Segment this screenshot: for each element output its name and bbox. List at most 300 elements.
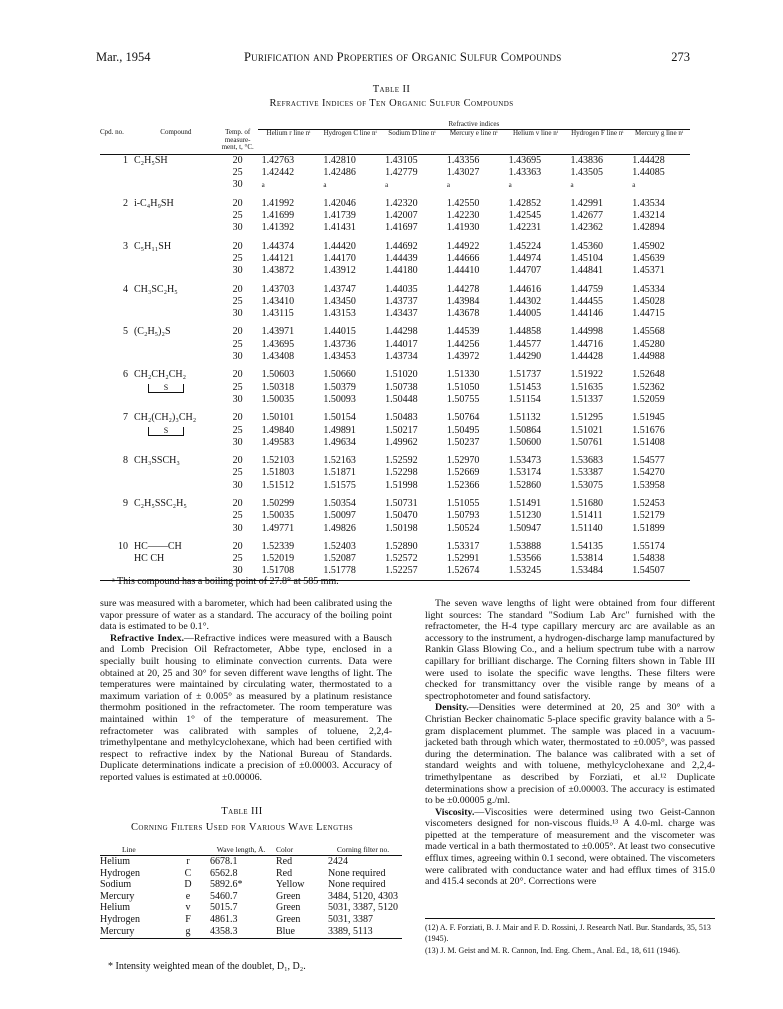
index-cell: 1.41431: [323, 222, 356, 234]
index-cell: 1.43437: [385, 308, 418, 320]
table-row: [100, 425, 690, 437]
index-cell: 1.41699: [261, 210, 295, 222]
index-cell: 1.45568: [632, 326, 665, 338]
index-cell: 1.44121: [261, 252, 295, 264]
index-cell: 1.42779: [385, 167, 418, 179]
temp-cell: 20: [232, 326, 243, 338]
line-name: Hydrogen: [100, 913, 140, 925]
index-cell: 1.41992: [261, 197, 295, 209]
index-cell: 1.52059: [632, 393, 665, 405]
index-cell: 1.49962: [385, 436, 418, 448]
index-cell: 1.44666: [446, 252, 480, 264]
index-cell: 1.53814: [570, 553, 603, 565]
index-cell: 1.44278: [446, 283, 480, 295]
index-cell: 1.53484: [570, 565, 603, 577]
compound-name: C₂H₅SH: [133, 154, 168, 166]
table-row: [100, 339, 690, 351]
index-cell: 1.52648: [632, 369, 665, 381]
index-cell: 1.49891: [323, 424, 356, 436]
index-cell: a: [323, 181, 327, 190]
index-cell: 1.50154: [323, 412, 356, 424]
compound-name: HC——CH: [133, 540, 182, 552]
index-cell: 1.44616: [508, 283, 542, 295]
index-cell: 1.50237: [446, 436, 480, 448]
table-row: [100, 879, 402, 891]
table-row: [100, 902, 402, 914]
temp-cell: 20: [232, 283, 243, 295]
index-cell: a: [385, 181, 389, 190]
table-row: [100, 210, 690, 222]
filter-no: 3484, 5120, 4303: [328, 890, 398, 902]
ring-sulfur: S: [148, 427, 184, 436]
index-cell: 1.42852: [508, 197, 542, 209]
viscosity-heading: Viscosity.: [435, 806, 475, 818]
index-cell: 1.43214: [632, 210, 665, 222]
index-cell: 1.53174: [508, 467, 542, 479]
index-cell: 1.50097: [323, 510, 356, 522]
table-row: [100, 253, 690, 265]
index-cell: 1.41930: [446, 222, 480, 234]
index-cell: a: [446, 181, 451, 190]
col-header-wave-1: Hydrogen C line nᵗ: [323, 128, 377, 137]
table-row: [100, 541, 690, 553]
table-row: [100, 167, 690, 179]
viscosity-text: —Viscosities were determined using two Geist-Cannon viscometers designed for non-viscous fluids.¹³ A 4.0-ml. charge was pipetted at the temperature of measurement and the viscometer was made vertical in a bath thermostated to ±0.005°. At least two consecutive efflux times, agreeing within 0.1 second, were obtained. The viscometers were calibrated with conductance water and had efflux times of 315.0 and 415.4 seconds at 20°. Corrections were: [425, 806, 715, 888]
temp-cell: 25: [232, 167, 243, 179]
line-name: Hydrogen: [100, 867, 140, 879]
refractive-indices-group-label: Refractive indices: [258, 121, 690, 129]
table-row: [100, 498, 690, 510]
line-name: Helium: [100, 856, 130, 867]
t3-header-wave: Wave length, Å.: [216, 845, 266, 854]
index-cell: 1.44302: [508, 295, 542, 307]
refractive-index-table: [100, 121, 690, 581]
index-cell: 1.42442: [261, 167, 295, 179]
index-cell: 1.52453: [632, 498, 665, 509]
index-cell: 1.52179: [632, 510, 665, 522]
compound-name: (C₂H₅)₂S: [133, 326, 171, 338]
t3-header-filter: Corning filter no.: [336, 845, 390, 854]
index-cell: 1.53317: [446, 540, 480, 552]
index-cell: 1.43678: [446, 308, 480, 320]
index-cell: 1.50603: [261, 369, 295, 381]
table-row: [100, 455, 690, 467]
index-cell: 1.43984: [446, 295, 480, 307]
index-cell: 1.49840: [261, 424, 295, 436]
index-cell: 1.42362: [570, 222, 603, 234]
left-column-text: [100, 598, 392, 784]
ring-sulfur: S: [148, 384, 184, 393]
index-cell: 1.51491: [508, 498, 542, 509]
index-cell: 1.51140: [570, 522, 603, 534]
index-cell: 1.44410: [446, 265, 480, 277]
reference-12: (12) A. F. Forziati, B. J. Mair and F. D. Rossini, J. Research Natl. Bur. Standards, 35, 513 (1945).: [425, 923, 711, 943]
filter-no: 5031, 3387: [328, 913, 373, 925]
index-cell: 1.50198: [385, 522, 418, 534]
index-cell: 1.51635: [570, 381, 603, 393]
index-cell: 1.50495: [446, 424, 480, 436]
index-cell: 1.51575: [323, 479, 356, 491]
index-cell: 1.42550: [446, 197, 480, 209]
index-cell: 1.50660: [323, 369, 356, 381]
index-cell: 1.44439: [385, 252, 418, 264]
index-cell: 1.43972: [446, 351, 480, 363]
index-cell: 1.50947: [508, 522, 542, 534]
col-header-wave-5: Hydrogen F line nᵗ: [571, 128, 624, 137]
compound-number: 6: [122, 369, 128, 381]
index-cell: 1.50524: [446, 522, 480, 534]
table-row: [100, 914, 402, 926]
index-cell: 1.45028: [632, 295, 665, 307]
index-cell: 1.51945: [632, 412, 665, 424]
index-cell: 1.54577: [632, 455, 665, 467]
index-cell: 1.44539: [446, 326, 480, 338]
table-row: [100, 198, 690, 210]
compound-number: 10: [117, 540, 128, 552]
index-cell: 1.50764: [446, 412, 480, 424]
index-cell: 1.43534: [632, 197, 665, 209]
table-row: [100, 437, 690, 449]
index-cell: 1.53683: [570, 455, 603, 467]
index-cell: 1.51020: [385, 369, 418, 381]
index-cell: 1.44858: [508, 326, 542, 338]
index-cell: 1.52572: [385, 553, 418, 565]
temp-cell: 25: [232, 467, 243, 479]
temp-cell: 30: [232, 308, 243, 320]
table-row: [100, 241, 690, 253]
index-cell: 1.51778: [323, 565, 356, 577]
index-cell: 1.43505: [570, 167, 603, 179]
index-cell: 1.53387: [570, 467, 603, 479]
page-number: 273: [671, 50, 690, 64]
index-cell: 1.50448: [385, 393, 418, 405]
index-cell: 1.52103: [261, 455, 295, 467]
index-cell: 1.44005: [508, 308, 542, 320]
index-cell: 1.53245: [508, 565, 542, 577]
line-symbol: r: [186, 856, 190, 867]
index-cell: 1.51132: [508, 412, 541, 424]
temp-cell: 25: [232, 510, 243, 522]
table-row: [100, 480, 690, 492]
index-cell: 1.44374: [261, 240, 295, 252]
index-cell: 1.50354: [323, 498, 356, 509]
index-cell: 1.43836: [570, 154, 603, 166]
col-header-wave-6: Mercury g line nᵗ: [635, 128, 684, 137]
index-cell: 1.44017: [385, 338, 418, 350]
index-cell: 1.43450: [323, 295, 356, 307]
index-cell: 1.50793: [446, 510, 480, 522]
index-cell: 1.42545: [508, 210, 542, 222]
index-cell: 1.41392: [261, 222, 295, 234]
wavelength: 6562.8: [210, 867, 238, 879]
col-header-compound: Compound: [160, 128, 192, 137]
index-cell: 1.44170: [323, 252, 356, 264]
light-sources-paragraph: The seven wave lengths of light were obtained from four different light sources: The standard "Sodium Lab Arc" furnished with the refractometer, the H-4 type capillary mercury arc are available as an accessory to the instrument, a hydrogen-discharge lamp manufactured by Rankin Glass Blowing Co., and a helium spectrum tube with a narrow capillary for brilliant discharge. The Corning filters shown in Table III were used to isolate the specific wave lengths. These filters were checked for transmittancy over the visible range by means of a spectrophotometer and found satisfactory.: [425, 598, 715, 702]
density-paragraph: [425, 702, 715, 806]
index-cell: 1.51337: [570, 393, 603, 405]
index-cell: 1.52860: [508, 479, 542, 491]
index-cell: 1.43453: [323, 351, 356, 363]
index-cell: 1.44428: [570, 351, 603, 363]
index-cell: 1.44922: [446, 240, 480, 252]
table-row: [100, 284, 690, 296]
table2-footnote: ᵃ This compound has a boiling point of 27.8° at 585 mm.: [112, 576, 339, 587]
temp-cell: 30: [232, 479, 243, 491]
index-cell: 1.51050: [446, 381, 480, 393]
index-cell: 1.49583: [261, 436, 295, 448]
col-header-wave-0: Helium r line nᵗ: [266, 128, 311, 137]
table3-label: Table III: [221, 806, 263, 817]
index-cell: 1.44716: [570, 338, 603, 350]
wavelength: 6678.1: [210, 856, 238, 867]
index-cell: 1.53888: [508, 540, 542, 552]
compound-number: 5: [122, 326, 128, 338]
compound-name: CH₃SC₂H₅: [133, 283, 178, 295]
index-cell: 1.49634: [323, 436, 356, 448]
compound-number: 7: [122, 412, 128, 424]
line-name: Mercury: [100, 890, 135, 902]
index-cell: 1.51737: [508, 369, 542, 381]
index-cell: 1.51998: [385, 479, 418, 491]
index-cell: 1.51899: [632, 522, 665, 534]
temp-cell: 25: [232, 210, 243, 222]
table-row: [100, 926, 402, 938]
index-cell: 1.51408: [632, 436, 665, 448]
temp-cell: 20: [232, 369, 243, 381]
line-symbol: D: [184, 879, 192, 891]
table-row: [100, 326, 690, 338]
temp-cell: 30: [232, 265, 243, 277]
index-cell: 1.51453: [508, 381, 542, 393]
color: Green: [276, 913, 301, 925]
index-cell: 1.43703: [261, 283, 295, 295]
index-cell: 1.44577: [508, 338, 542, 350]
index-cell: 1.45334: [632, 283, 665, 295]
compound-number: 1: [122, 154, 128, 166]
index-cell: 1.52890: [385, 540, 418, 552]
table-row: [100, 351, 690, 363]
table-row: [100, 868, 402, 880]
table-row: [100, 222, 690, 234]
index-cell: 1.42230: [446, 210, 480, 222]
index-cell: 1.44180: [385, 265, 418, 277]
index-cell: a: [632, 181, 636, 190]
temp-cell: 25: [232, 338, 243, 350]
index-cell: 1.42007: [385, 210, 418, 222]
compound-name: CH₂CH₂CH₂: [133, 369, 187, 381]
index-cell: 1.43027: [446, 167, 480, 179]
index-cell: 1.51021: [570, 424, 603, 436]
index-cell: 1.50738: [385, 381, 418, 393]
table-row: [100, 510, 690, 522]
index-cell: 1.50217: [385, 424, 418, 436]
index-cell: 1.52163: [323, 455, 356, 467]
index-cell: 1.50299: [261, 498, 295, 509]
temp-cell: 25: [232, 252, 243, 264]
temp-cell: 20: [232, 154, 243, 166]
index-cell: 1.44428: [632, 154, 665, 166]
corning-filters-table: [100, 846, 402, 939]
compound-name: i-C₄H₉SH: [133, 197, 174, 209]
temp-cell: 30: [232, 393, 243, 405]
index-cell: 1.44035: [385, 283, 418, 295]
index-cell: 1.44759: [570, 283, 603, 295]
index-cell: 1.42763: [261, 154, 295, 166]
temp-cell: 25: [232, 295, 243, 307]
color: Red: [276, 867, 293, 879]
compound-name: CH₂(CH₂)₃CH₂: [133, 412, 197, 424]
index-cell: 1.50318: [261, 381, 295, 393]
index-cell: 1.44841: [570, 265, 603, 277]
index-cell: 1.51154: [508, 393, 541, 405]
index-cell: 1.43971: [261, 326, 295, 338]
index-cell: 1.52298: [385, 467, 418, 479]
index-cell: 1.44998: [570, 326, 603, 338]
index-cell: 1.45639: [632, 252, 665, 264]
index-cell: 1.44715: [632, 308, 665, 320]
index-cell: a: [261, 181, 265, 190]
index-cell: 1.44290: [508, 351, 542, 363]
index-cell: 1.42231: [508, 222, 542, 234]
index-cell: 1.51411: [570, 510, 603, 522]
refractive-index-text: —Refractive indices were measured with a Bausch and Lomb Precision Oil Refractometer, Abbe type, enclosed in a specially built housing to eliminate convection currents. Data were obtained at 20, 25 and 30° for seven different wave lengths of light. The temperatures were maintained by circulating water, thermostated to a maximum variation of ± 0.005° as measured by a platinum resistance thermohm positioned in the refractometer. The room temperature was maintained within 1° of the temperature of measurement. The refractometer was calibrated with samples of toluene, 2,2,4-trimethylpentane and methylcyclohexane, which had been certified with respect to refractive index by the National Bureau of Standards. Duplicate determinations indicate a precision of ±0.00003. Accuracy of reported values is estimated at ±0.00006.: [100, 632, 392, 783]
index-cell: 1.44707: [508, 265, 542, 277]
temp-cell: 25: [232, 553, 243, 565]
index-cell: 1.44298: [385, 326, 418, 338]
t3-header-color: Color: [276, 845, 294, 854]
color: Green: [276, 902, 301, 914]
col-header-wave-3: Mercury e line nᵗ: [449, 128, 498, 137]
running-header: [96, 50, 690, 66]
index-cell: 1.42810: [323, 154, 356, 166]
index-cell: a: [570, 181, 574, 190]
line-name: Mercury: [100, 925, 135, 937]
index-cell: a: [508, 181, 512, 190]
index-cell: 1.41697: [385, 222, 418, 234]
index-cell: 1.50483: [385, 412, 418, 424]
index-cell: 1.44420: [323, 240, 356, 252]
wavelength: 5460.7: [210, 890, 238, 902]
index-cell: 1.50093: [323, 393, 356, 405]
index-cell: 1.45224: [508, 240, 542, 252]
index-cell: 1.52669: [446, 467, 480, 479]
index-cell: 1.44455: [570, 295, 603, 307]
index-cell: 1.52403: [323, 540, 356, 552]
table-row: [100, 891, 402, 903]
right-column-text: [425, 598, 715, 888]
index-cell: 1.50864: [508, 424, 542, 436]
index-cell: 1.50035: [261, 393, 295, 405]
index-cell: 1.43115: [261, 308, 294, 320]
index-cell: 1.43747: [323, 283, 356, 295]
index-cell: 1.43410: [261, 295, 295, 307]
refractive-index-paragraph: [100, 633, 392, 784]
compound-number: 2: [122, 197, 128, 209]
line-name: Sodium: [100, 879, 132, 891]
filter-no: None required: [328, 879, 386, 891]
temp-cell: 20: [232, 540, 243, 552]
density-heading: Density.: [435, 702, 469, 714]
refractive-index-heading: Refractive Index.: [110, 632, 184, 644]
compound-number: 3: [122, 240, 128, 252]
index-cell: 1.49771: [261, 522, 295, 534]
table-row: [100, 154, 690, 167]
index-cell: 1.51803: [261, 467, 295, 479]
filter-no: 5031, 3387, 5120: [328, 902, 398, 914]
line-symbol: C: [184, 867, 192, 879]
temp-cell: 20: [232, 455, 243, 467]
index-cell: 1.49826: [323, 522, 356, 534]
index-cell: 1.42486: [323, 167, 356, 179]
index-cell: 1.50035: [261, 510, 295, 522]
table-row: [100, 369, 690, 381]
index-cell: 1.51295: [570, 412, 603, 424]
index-cell: 1.44146: [570, 308, 603, 320]
index-cell: 1.43734: [385, 351, 418, 363]
index-cell: 1.43153: [323, 308, 356, 320]
index-cell: 1.55174: [632, 540, 665, 552]
index-cell: 1.43737: [385, 295, 418, 307]
temp-cell: 30: [232, 436, 243, 448]
index-cell: 1.43363: [508, 167, 542, 179]
header-title: Purification and Properties of Organic Sulfur Compounds: [244, 50, 562, 64]
table3-footnote: * Intensity weighted mean of the doublet, D₁, D₂.: [108, 961, 306, 972]
col-header-wave-4: Helium v line nᵗ: [513, 128, 559, 137]
index-cell: 1.51708: [261, 565, 295, 577]
index-cell: 1.51922: [570, 369, 603, 381]
table-row: [100, 308, 690, 320]
index-cell: 1.52991: [446, 553, 480, 565]
index-cell: 1.53075: [570, 479, 603, 491]
color: Blue: [276, 925, 295, 937]
index-cell: 1.44256: [446, 338, 480, 350]
index-cell: 1.42894: [632, 222, 665, 234]
wavelength: 5015.7: [210, 902, 238, 914]
compound-number: 8: [122, 455, 128, 467]
filter-no: None required: [328, 867, 386, 879]
index-cell: 1.42991: [570, 197, 603, 209]
index-cell: 1.54135: [570, 540, 603, 552]
index-cell: 1.44974: [508, 252, 542, 264]
index-cell: 1.54270: [632, 467, 665, 479]
table-row: [100, 523, 690, 535]
index-cell: 1.52674: [446, 565, 480, 577]
filter-no: 2424: [328, 856, 348, 867]
compound-name: CH₃SSCH₃: [133, 455, 180, 467]
index-cell: 1.52366: [446, 479, 480, 491]
compound-name-line2: HC CH: [133, 553, 165, 565]
line-symbol: v: [185, 902, 191, 914]
line-symbol: e: [185, 890, 191, 902]
temp-cell: 30: [232, 565, 243, 577]
index-cell: 1.52019: [261, 553, 295, 565]
index-cell: 1.44085: [632, 167, 665, 179]
index-cell: 1.43695: [508, 154, 542, 166]
col-header-wave-2: Sodium D line nᵗ: [388, 128, 436, 137]
index-cell: 1.42677: [570, 210, 603, 222]
table-row: [100, 412, 690, 424]
index-cell: 1.50761: [570, 436, 603, 448]
index-cell: 1.52592: [385, 455, 418, 467]
index-cell: 1.51871: [323, 467, 356, 479]
index-cell: 1.52257: [385, 565, 418, 577]
temp-cell: 20: [232, 412, 243, 424]
line-name: Helium: [100, 902, 130, 914]
temp-cell: 30: [232, 222, 243, 234]
index-cell: 1.52087: [323, 553, 356, 565]
temp-cell: 30: [232, 179, 243, 191]
index-cell: 1.50379: [323, 381, 356, 393]
